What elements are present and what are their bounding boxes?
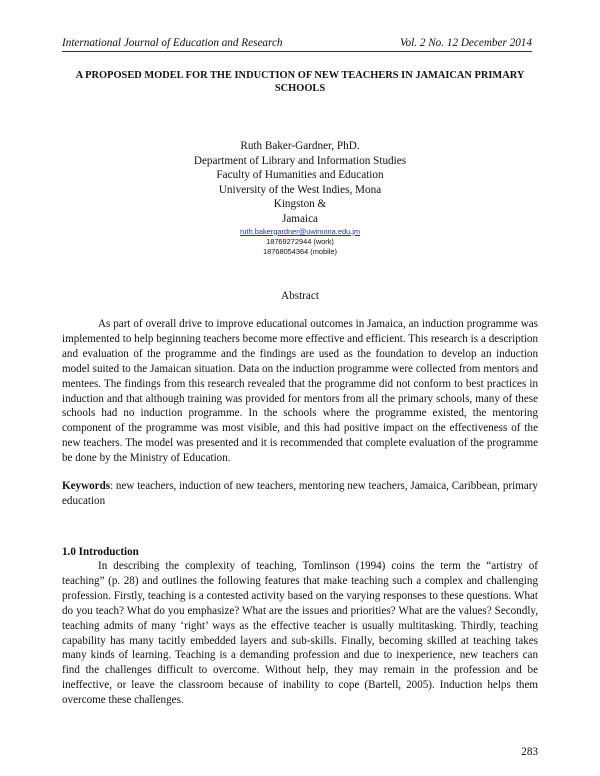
author-university: University of the West Indies, Mona xyxy=(218,183,382,196)
keywords-label: Keywords xyxy=(62,480,111,492)
page-number: 283 xyxy=(521,746,538,758)
author-faculty: Faculty of Humanities and Education xyxy=(216,169,384,182)
abstract-paragraph: As part of overall drive to improve educational outcomes in Jamaica, an induction programme was implemented to help beginning teachers become more effective and efficient. This research is a description and evaluation of the programme and the findings are used as the foundation to develop an induction model suited to the Jamaican situation. Data on the induction programme were collected from mentors and mentees. The findings from this research revealed that the programme did not conform to best practices in induction and that although training was provided for mentors from all the primary schools, many of these schools had no induction programme. In the schools where the programme existed, the mentoring component of the programme was most visible, and this had positive impact on the effectiveness of the new teachers. The model was presented and it is recommended that complete evaluation of the programme be done by the Ministry of Education. xyxy=(62,318,538,465)
author-phone-work: 18769272944 (work) xyxy=(266,236,334,246)
abstract-heading: Abstract xyxy=(281,290,319,302)
volume-issue: Vol. 2 No. 12 December 2014 xyxy=(399,37,532,49)
author-department: Department of Library and Information Studies xyxy=(193,154,407,167)
author-city: Kingston & xyxy=(273,198,327,211)
paper-title: A PROPOSED MODEL FOR THE INDUCTION OF NEW TEACHERS IN JAMAICAN PRIMARY SCHOOLS xyxy=(75,70,525,94)
author-country: Jamaica xyxy=(281,212,319,225)
keywords-paragraph xyxy=(62,479,538,509)
header-rule xyxy=(62,51,532,52)
author-block xyxy=(62,139,538,257)
journal-name: International Journal of Education and Research xyxy=(62,37,283,49)
introduction-paragraph: In describing the complexity of teaching, Tomlinson (1994) coins the term the “artistry of teaching” (p. 28) and outlines the following features that make teaching such a complex and challenging profession. Firstly, teaching is a contested activity based on the varying responses to these questions. What do you teach? What do you emphasize? What are the issues and priorities? What are the values? Secondly, teaching admits of many ‘right’ ways as the effective teacher is usually multitasking. Thirdly, teaching capability has many tacitly embedded layers and sub-skills. Finally, becoming skilled at teaching takes many kinds of learning. Teaching is a demanding profession and due to inexperience, new teachers can find the challenges difficult to overcome. Without help, they may remain in the profession and be ineffective, or leave the classroom because of inability to cope (Bartell, 2005). Induction helps them overcome these challenges. xyxy=(62,560,538,707)
section-heading-introduction: 1.0 Introduction xyxy=(62,546,139,558)
author-name: Ruth Baker-Gardner, PhD. xyxy=(240,140,360,152)
author-email-link[interactable]: ruth.bakergardner@uwimona.edu.jm xyxy=(239,226,361,236)
author-phone-mobile: 18768054364 (mobile) xyxy=(263,246,337,256)
running-header xyxy=(62,36,532,54)
keywords-text: : new teachers, induction of new teachers, mentoring new teachers, Jamaica, Caribbean, primary education xyxy=(62,480,538,507)
